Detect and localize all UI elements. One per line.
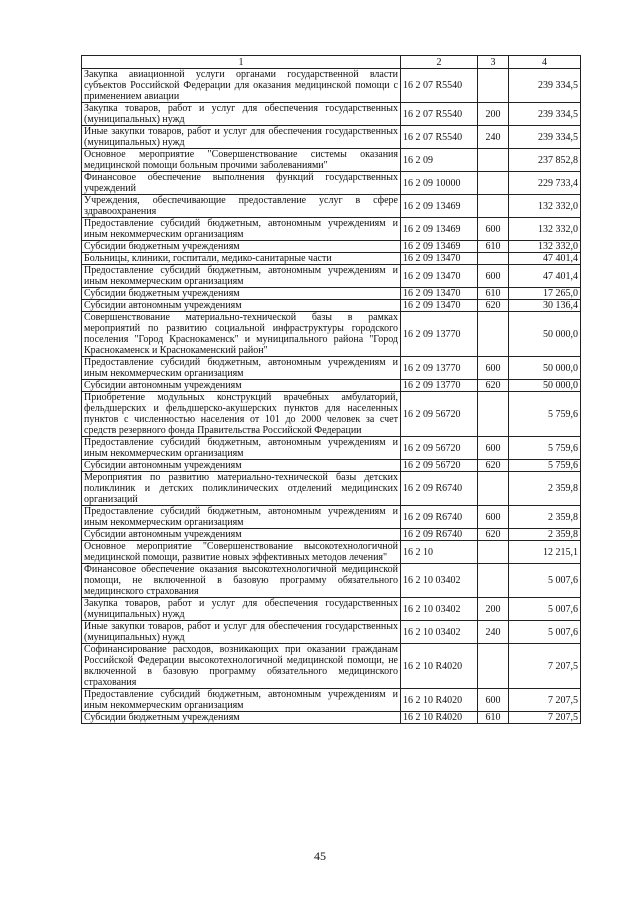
row-name: Предоставление субсидий бюджетным, автономным учреждениям и иным некоммерческим организациям <box>82 506 401 529</box>
row-code: 16 2 09 <box>401 149 478 172</box>
row-name: Иные закупки товаров, работ и услуг для обеспечения государственных (муниципальных) нужд <box>82 621 401 644</box>
row-amount: 5 759,6 <box>509 437 581 460</box>
row-code: 16 2 09 13470 <box>401 288 478 300</box>
row-amount: 30 136,4 <box>509 300 581 312</box>
table-row <box>82 460 581 472</box>
row-code: 16 2 10 R4020 <box>401 689 478 712</box>
row-amount: 229 733,4 <box>509 172 581 195</box>
table-row <box>82 689 581 712</box>
row-expense-type: 610 <box>478 712 509 724</box>
row-amount: 239 334,5 <box>509 126 581 149</box>
row-expense-type <box>478 644 509 689</box>
row-name: Предоставление субсидий бюджетным, автономным учреждениям и иным некоммерческим организациям <box>82 357 401 380</box>
row-amount: 2 359,8 <box>509 472 581 506</box>
table-row <box>82 564 581 598</box>
row-code: 16 2 09 R6740 <box>401 529 478 541</box>
table-row <box>82 149 581 172</box>
table-row <box>82 472 581 506</box>
row-expense-type <box>478 69 509 103</box>
row-code: 16 2 07 R5540 <box>401 103 478 126</box>
row-name: Субсидии автономным учреждениям <box>82 460 401 472</box>
row-amount: 132 332,0 <box>509 241 581 253</box>
row-expense-type: 240 <box>478 621 509 644</box>
row-amount: 7 207,5 <box>509 712 581 724</box>
row-name: Субсидии автономным учреждениям <box>82 529 401 541</box>
table-row <box>82 357 581 380</box>
row-amount: 47 401,4 <box>509 253 581 265</box>
row-amount: 5 007,6 <box>509 564 581 598</box>
row-name: Основное мероприятие "Совершенствование высокотехнологичной медицинской помощи, развитие новых эффективных методов лечения" <box>82 541 401 564</box>
row-name: Мероприятия по развитию материально-технической базы детских поликлиник и детских поликлинических отделений медицинских организаций <box>82 472 401 506</box>
row-name: Закупка товаров, работ и услуг для обеспечения государственных (муниципальных) нужд <box>82 598 401 621</box>
row-code: 16 2 09 R6740 <box>401 472 478 506</box>
table-row <box>82 69 581 103</box>
row-name: Софинансирование расходов, возникающих при оказании гражданам Российской Федерации высокотехнологичной медицинской помощи, не включенной в базовую программу обязательного медицинского страхования <box>82 644 401 689</box>
row-code: 16 2 09 13470 <box>401 265 478 288</box>
row-expense-type <box>478 541 509 564</box>
row-amount: 47 401,4 <box>509 265 581 288</box>
row-amount: 7 207,5 <box>509 689 581 712</box>
row-name: Предоставление субсидий бюджетным, автономным учреждениям и иным некоммерческим организациям <box>82 689 401 712</box>
row-name: Закупка товаров, работ и услуг для обеспечения государственных (муниципальных) нужд <box>82 103 401 126</box>
row-code: 16 2 09 56720 <box>401 392 478 437</box>
table-row <box>82 300 581 312</box>
row-expense-type: 200 <box>478 598 509 621</box>
row-code: 16 2 09 13770 <box>401 380 478 392</box>
row-name: Основное мероприятие "Совершенствование системы оказания медицинской помощи больным прочими заболеваниями" <box>82 149 401 172</box>
row-amount: 132 332,0 <box>509 195 581 218</box>
row-code: 16 2 10 R4020 <box>401 712 478 724</box>
row-code: 16 2 10 03402 <box>401 621 478 644</box>
table-row <box>82 529 581 541</box>
row-amount: 2 359,8 <box>509 506 581 529</box>
row-name: Предоставление субсидий бюджетным, автономным учреждениям и иным некоммерческим организациям <box>82 218 401 241</box>
row-name: Субсидии автономным учреждениям <box>82 380 401 392</box>
row-name: Предоставление субсидий бюджетным, автономным учреждениям и иным некоммерческим организациям <box>82 437 401 460</box>
row-name: Субсидии бюджетным учреждениям <box>82 288 401 300</box>
row-expense-type <box>478 253 509 265</box>
row-name: Субсидии автономным учреждениям <box>82 300 401 312</box>
row-name: Субсидии бюджетным учреждениям <box>82 241 401 253</box>
row-amount: 5 007,6 <box>509 621 581 644</box>
row-expense-type: 600 <box>478 689 509 712</box>
header-col-1: 1 <box>82 56 401 69</box>
row-name: Закупка авиационной услуги органами государственной власти субъектов Российской Федерации для оказания медицинской помощи с применением авиации <box>82 69 401 103</box>
row-name: Больницы, клиники, госпитали, медико-санитарные части <box>82 253 401 265</box>
table-row <box>82 288 581 300</box>
row-amount: 132 332,0 <box>509 218 581 241</box>
row-code: 16 2 09 10000 <box>401 172 478 195</box>
table-row <box>82 644 581 689</box>
row-expense-type: 620 <box>478 300 509 312</box>
row-code: 16 2 09 13469 <box>401 241 478 253</box>
table-row <box>82 392 581 437</box>
row-amount: 50 000,0 <box>509 357 581 380</box>
row-code: 16 2 10 03402 <box>401 564 478 598</box>
table-header <box>82 56 581 69</box>
row-name: Совершенствование материально-технической базы в рамках мероприятий по развитию социальной инфраструктуры городского поселения "Город Краснокаменск" и муниципального района "Город Краснокаменск и Краснокаменский район" <box>82 312 401 357</box>
row-code: 16 2 07 R5540 <box>401 126 478 149</box>
table-row <box>82 126 581 149</box>
row-name: Финансовое обеспечение оказания высокотехнологичной медицинской помощи, не включенной в базовую программу обязательного медицинского страхования <box>82 564 401 598</box>
table-row <box>82 506 581 529</box>
row-expense-type <box>478 392 509 437</box>
row-amount: 239 334,5 <box>509 103 581 126</box>
header-col-2: 2 <box>401 56 478 69</box>
row-expense-type: 610 <box>478 241 509 253</box>
row-expense-type: 610 <box>478 288 509 300</box>
row-amount: 5 759,6 <box>509 392 581 437</box>
table-row <box>82 380 581 392</box>
table-row <box>82 172 581 195</box>
table-row <box>82 253 581 265</box>
row-code: 16 2 09 13470 <box>401 253 478 265</box>
row-amount: 2 359,8 <box>509 529 581 541</box>
row-expense-type: 620 <box>478 380 509 392</box>
row-expense-type <box>478 172 509 195</box>
row-amount: 50 000,0 <box>509 312 581 357</box>
row-code: 16 2 09 13470 <box>401 300 478 312</box>
table-row <box>82 712 581 724</box>
budget-table <box>81 55 581 724</box>
row-expense-type: 620 <box>478 529 509 541</box>
row-amount: 5 007,6 <box>509 598 581 621</box>
row-amount: 50 000,0 <box>509 380 581 392</box>
table-row <box>82 241 581 253</box>
table-row <box>82 541 581 564</box>
table-row <box>82 103 581 126</box>
row-expense-type: 620 <box>478 460 509 472</box>
row-code: 16 2 07 R5540 <box>401 69 478 103</box>
table-row <box>82 621 581 644</box>
header-col-3: 3 <box>478 56 509 69</box>
row-expense-type <box>478 564 509 598</box>
row-name: Учреждения, обеспечивающие предоставление услуг в сфере здравоохранения <box>82 195 401 218</box>
row-code: 16 2 09 13770 <box>401 312 478 357</box>
table-row <box>82 218 581 241</box>
row-name: Финансовое обеспечение выполнения функций государственных учреждений <box>82 172 401 195</box>
row-code: 16 2 10 <box>401 541 478 564</box>
row-code: 16 2 09 13770 <box>401 357 478 380</box>
row-code: 16 2 09 56720 <box>401 460 478 472</box>
table-row <box>82 312 581 357</box>
header-col-4: 4 <box>509 56 581 69</box>
row-code: 16 2 10 03402 <box>401 598 478 621</box>
row-expense-type: 600 <box>478 506 509 529</box>
header-row <box>82 56 581 69</box>
row-amount: 17 265,0 <box>509 288 581 300</box>
row-expense-type: 240 <box>478 126 509 149</box>
row-amount: 239 334,5 <box>509 69 581 103</box>
row-code: 16 2 09 R6740 <box>401 506 478 529</box>
table-row <box>82 598 581 621</box>
table-row <box>82 265 581 288</box>
row-code: 16 2 09 13469 <box>401 195 478 218</box>
row-expense-type: 600 <box>478 357 509 380</box>
row-expense-type: 600 <box>478 437 509 460</box>
row-expense-type <box>478 472 509 506</box>
row-expense-type: 600 <box>478 218 509 241</box>
row-name: Иные закупки товаров, работ и услуг для обеспечения государственных (муниципальных) нужд <box>82 126 401 149</box>
table-row <box>82 195 581 218</box>
row-expense-type <box>478 195 509 218</box>
row-name: Субсидии бюджетным учреждениям <box>82 712 401 724</box>
row-code: 16 2 10 R4020 <box>401 644 478 689</box>
row-code: 16 2 09 13469 <box>401 218 478 241</box>
row-amount: 5 759,6 <box>509 460 581 472</box>
row-expense-type: 600 <box>478 265 509 288</box>
row-amount: 237 852,8 <box>509 149 581 172</box>
row-amount: 12 215,1 <box>509 541 581 564</box>
table-body <box>82 69 581 724</box>
row-code: 16 2 09 56720 <box>401 437 478 460</box>
row-expense-type <box>478 149 509 172</box>
row-expense-type <box>478 312 509 357</box>
row-name: Приобретение модульных конструкций врачебных амбулаторий, фельдшерских и фельдшерско-акушерских пунктов для населенных пунктов с численностью населения от 101 до 2000 человек за счет средств резервного фонда Правительства Российской Федерации <box>82 392 401 437</box>
page-number: 45 <box>314 849 326 863</box>
row-name: Предоставление субсидий бюджетным, автономным учреждениям и иным некоммерческим организациям <box>82 265 401 288</box>
row-expense-type: 200 <box>478 103 509 126</box>
row-amount: 7 207,5 <box>509 644 581 689</box>
table-row <box>82 437 581 460</box>
